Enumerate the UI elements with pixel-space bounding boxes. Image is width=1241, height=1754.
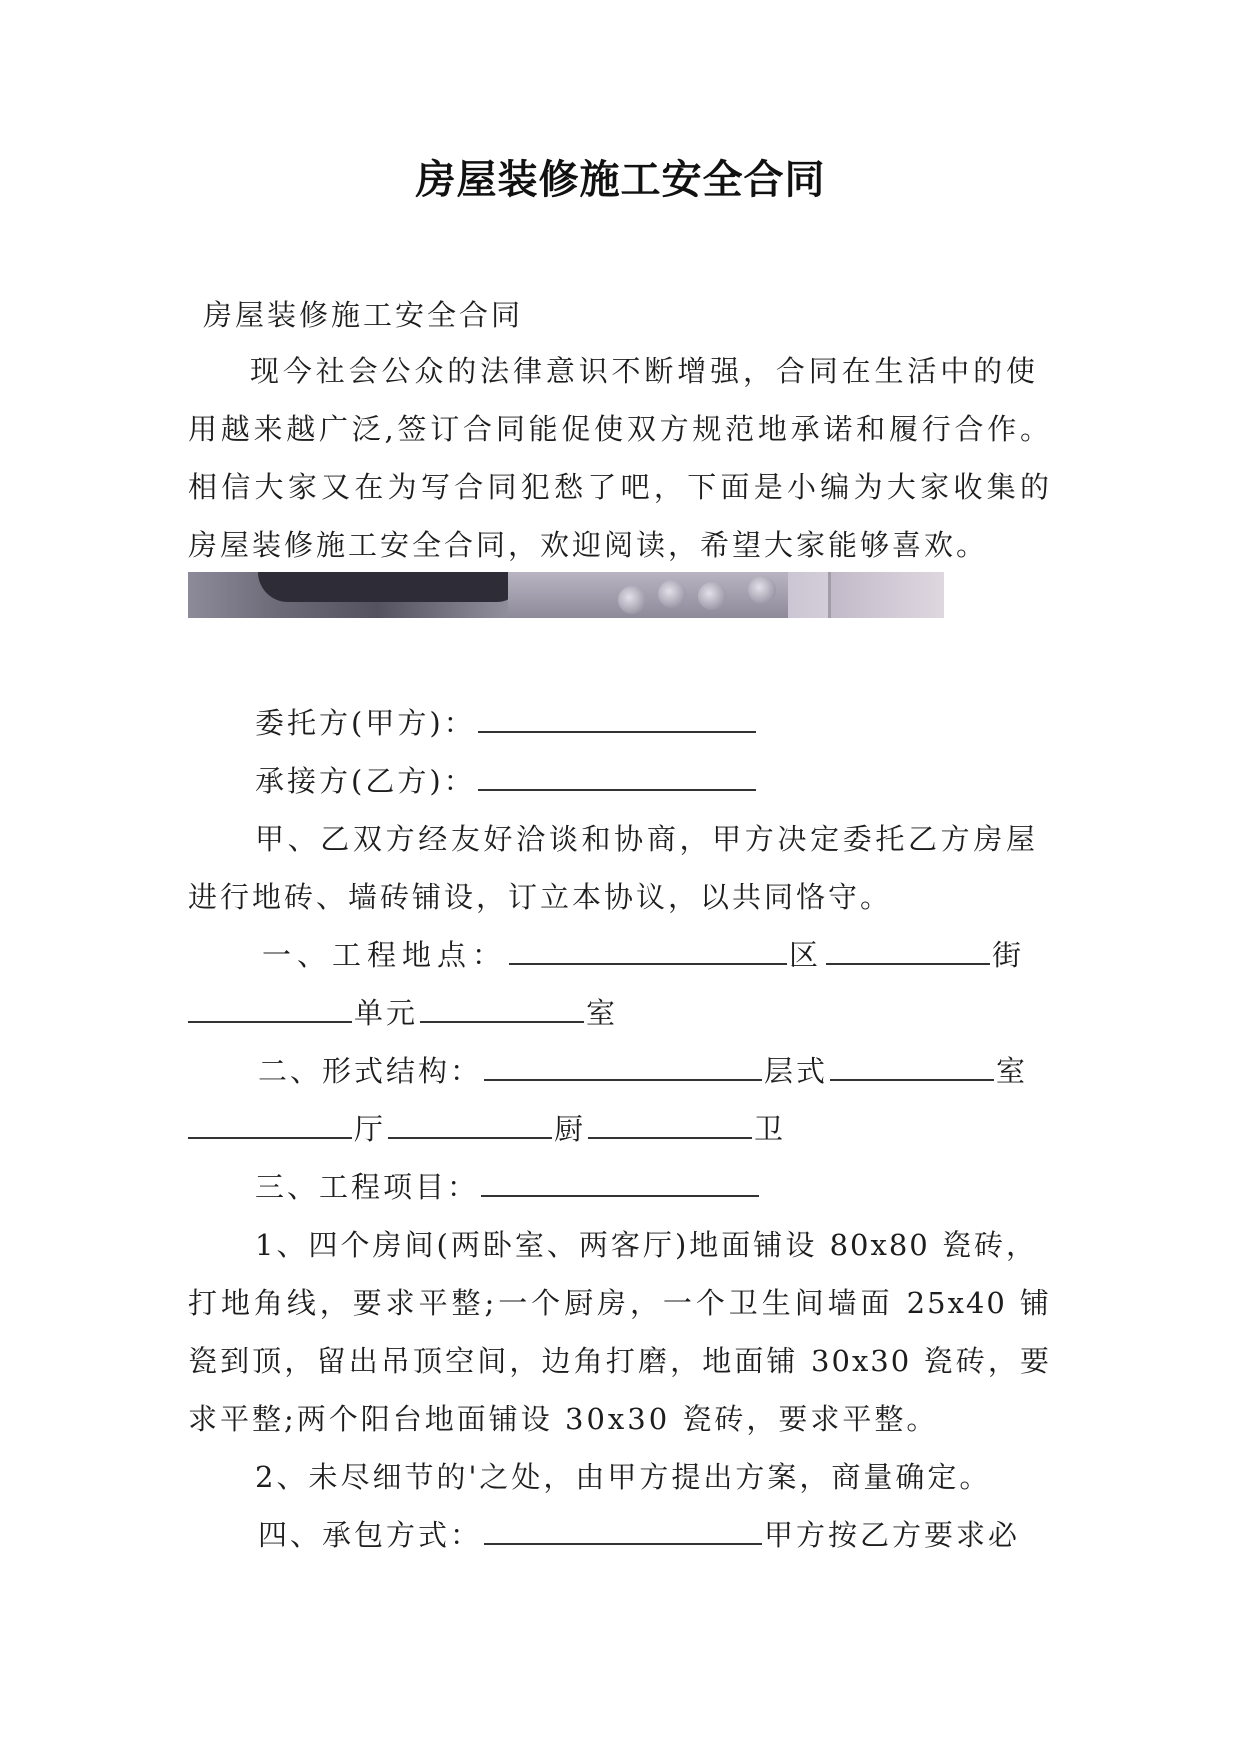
party-b-line [255, 761, 758, 801]
agreement-line-1: 甲、乙双方经友好洽谈和协商，甲方决定委托乙方房屋 [255, 822, 1037, 856]
party-a-line [255, 703, 758, 743]
kitchen-label: 厨 [554, 1112, 587, 1146]
section-1-label: 一、工程地点： [262, 938, 508, 972]
hall-label: 厅 [354, 1112, 387, 1146]
section-4-label: 四、承包方式： [258, 1518, 483, 1552]
item-2-line: 2、未尽细节的'之处，由甲方提出方案，商量确定。 [255, 1460, 992, 1494]
item-1-line-2: 打地角线，要求平整;一个厨房，一个卫生间墙面 25x40 铺 [188, 1286, 1051, 1320]
agreement-line-2: 进行地砖、墙砖铺设，订立本协议，以共同恪守。 [188, 880, 893, 914]
section-3-line [255, 1167, 761, 1207]
section-1-line-1 [262, 935, 1027, 975]
room-count-blank [188, 1111, 352, 1139]
project-blank [481, 1169, 759, 1197]
district-blank [826, 937, 990, 965]
contract-method-blank [484, 1517, 762, 1545]
section-3-label: 三、工程项目： [255, 1170, 480, 1204]
section-4-tail: 甲方按乙方要求必 [764, 1518, 1021, 1552]
item-1-line-3: 瓷到顶，留出吊顶空间，边角打磨，地面铺 30x30 瓷砖，要 [188, 1344, 1051, 1378]
location-blank [509, 937, 787, 965]
intro-line-1: 现今社会公众的法律意识不断增强，合同在生活中的使 [250, 354, 1037, 388]
document-title: 房屋装修施工安全合同 [415, 156, 826, 203]
kitchen-blank [588, 1111, 752, 1139]
section-2-line-1 [258, 1051, 1028, 1091]
section-2-line-2 [188, 1109, 786, 1149]
party-b-label: 承接方(乙方)： [255, 764, 476, 798]
section-2-label: 二、形式结构： [258, 1054, 483, 1088]
document-subtitle: 房屋装修施工安全合同 [203, 298, 524, 332]
unit-blank [420, 995, 584, 1023]
street-blank [188, 995, 352, 1023]
item-1-line-4: 求平整;两个阳台地面铺设 30x30 瓷砖，要求平整。 [188, 1402, 939, 1436]
party-a-blank [478, 705, 756, 733]
intro-line-4: 房屋装修施工安全合同，欢迎阅读，希望大家能够喜欢。 [188, 528, 989, 562]
party-b-blank [478, 763, 756, 791]
bath-label: 卫 [754, 1112, 787, 1146]
intro-line-3: 相信大家又在为写合同犯愁了吧，下面是小编为大家收集的 [188, 470, 1051, 504]
item-1-line-1: 1、四个房间(两卧室、两客厅)地面铺设 80x80 瓷砖， [255, 1228, 1037, 1262]
section-4-line [258, 1515, 1020, 1555]
section-1-line-2 [188, 993, 618, 1033]
hall-blank [388, 1111, 552, 1139]
room-count-label: 室 [996, 1054, 1029, 1088]
floor-blank [830, 1053, 994, 1081]
floor-label: 层式 [764, 1054, 829, 1088]
district-label: 区 [789, 938, 825, 972]
unit-label: 单元 [354, 996, 419, 1030]
structure-blank [484, 1053, 762, 1081]
party-a-label: 委托方(甲方)： [255, 706, 476, 740]
street-label: 街 [992, 938, 1028, 972]
intro-line-2: 用越来越广泛,签订合同能促使双方规范地承诺和履行合作。 [188, 412, 1051, 446]
room-label: 室 [586, 996, 619, 1030]
kitchen-stove-photo [188, 572, 944, 618]
